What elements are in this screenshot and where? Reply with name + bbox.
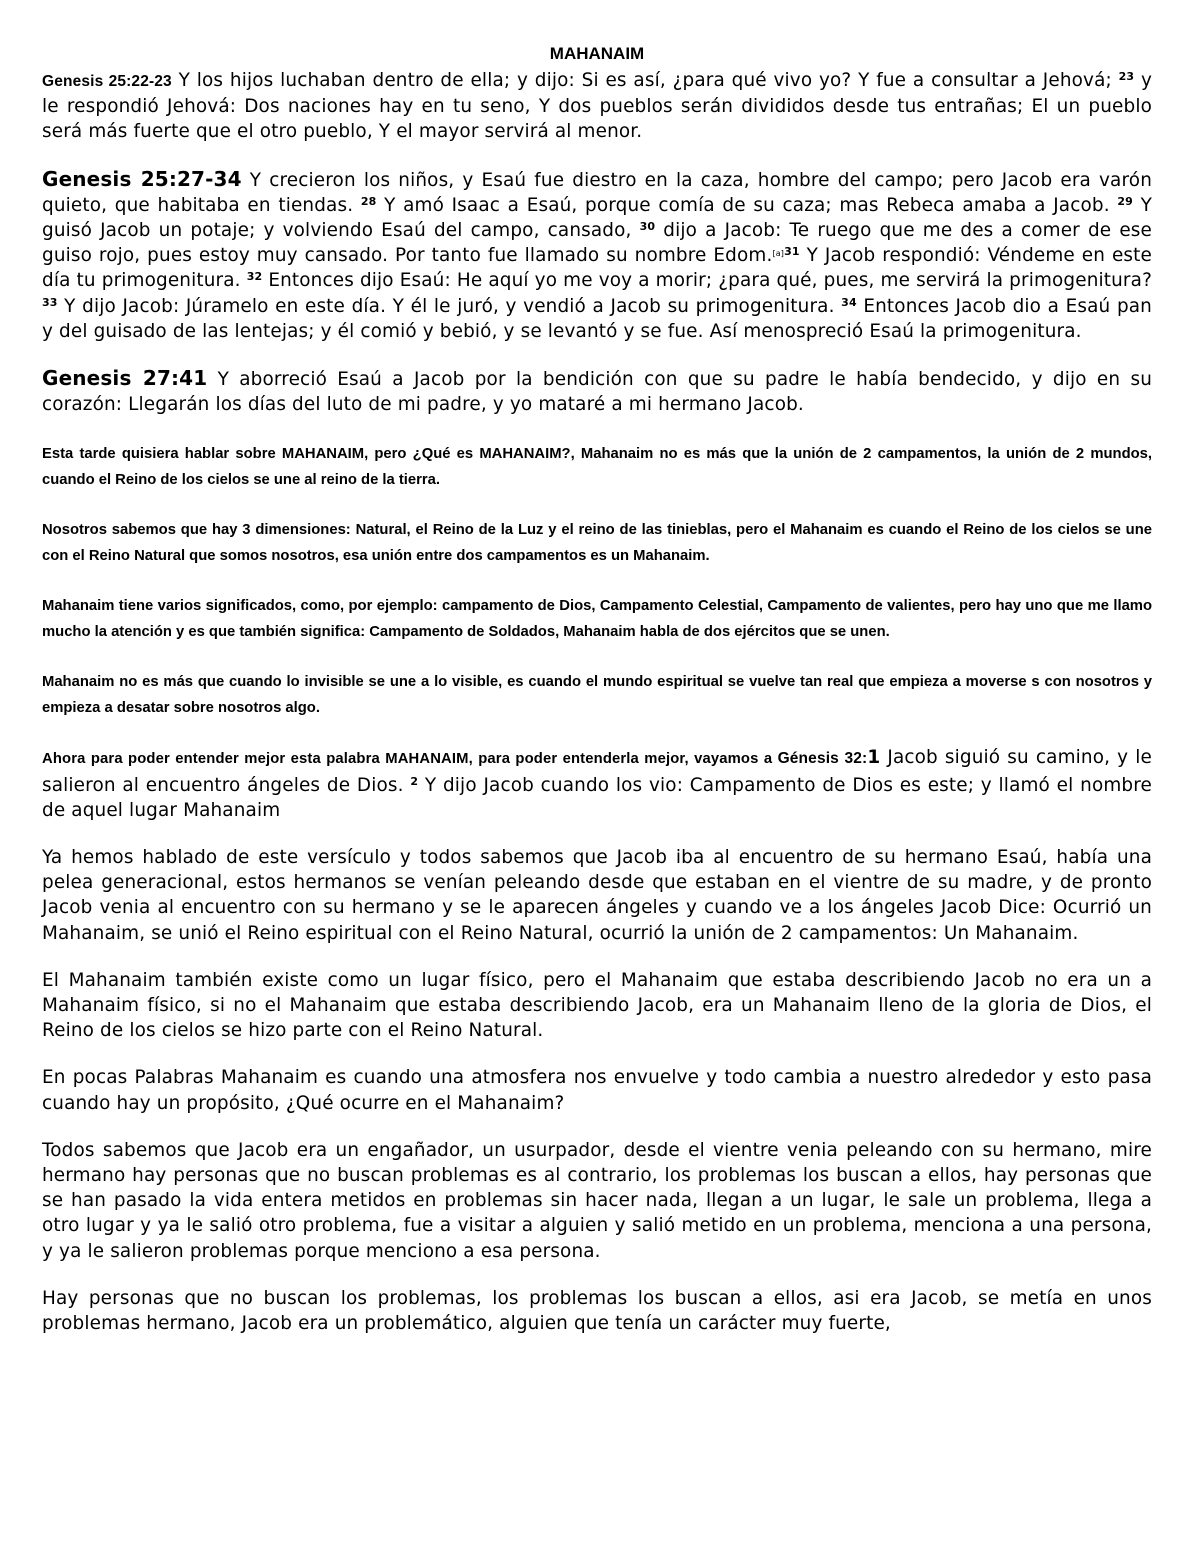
paragraph-physical-place: El Mahanaim también existe como un lugar físico, pero el Mahanaim que estaba describiendo Jacob no era un a Mahanaim físico, si no el Mahanaim que estaba describiendo Jacob, era un Mahanaim lleno de la gloria de Dios, el Reino de los cielos se hizo parte con el Reino Natural. bbox=[42, 969, 1152, 1042]
paragraph-invisible: Mahanaim no es más que cuando lo invisible se une a lo visible, es cuando el mundo espiritual se vuelve tan real que empieza a moverse s con nosotros y empieza a desatar sobre nosotros algo. bbox=[42, 674, 1152, 717]
paragraph-deceiver: Todos sabemos que Jacob era un engañador, un usurpador, desde el vientre venia peleando con su hermano, mire hermano hay personas que no buscan problemas es al contrario, los problemas los buscan a ellos, hay personas que se han pasado la vida entera metidos en problemas sin hacer nada, llegan a un lugar, le sale un problema, llega a otro lugar y ya le salió otro problema, fue a visitar a alguien y salió metido en un problema, menciona a una persona, y ya le salieron problemas porque menciono a esa persona. bbox=[42, 1139, 1152, 1262]
paragraph-intro: Esta tarde quisiera hablar sobre MAHANAIM, pero ¿Qué es MAHANAIM?, Mahanaim no es más que la unión de 2 campamentos, la unión de 2 mundos, cuando el Reino de los cielos se une al reino de la tierra. bbox=[42, 446, 1152, 489]
paragraph-genesis-32: Ahora para poder entender mejor esta palabra MAHANAIM, para poder entenderla mejor, vayamos a Génesis 32:1 Jacob siguió su camino, y le salieron al encuentro ángeles de Dios. $^2$ Y dijo Jacob cuando los vio: Campamento de Dios es este; y llamó el nombre de aquel lugar Mahanaim bbox=[42, 747, 1153, 821]
verse-number: 30 bbox=[639, 220, 656, 234]
scripture-reference: Genesis 25:27-34 bbox=[42, 166, 242, 191]
paragraph-jacob-encounter: Ya hemos hablado de este versículo y todos sabemos que Jacob iba al encuentro de su hermano Esaú, había una pelea generacional, estos hermanos se venían peleando desde que estaban en el vientre de su madre, y de pronto Jacob venia al encuentro con su hermano y se le aparecen ángeles y cuando ve a los ángeles Jacob Dice: Ocurrió un Mahanaim, se unió el Reino espiritual con el Reino Natural, ocurrió la unión de 2 campamentos: Un Mahanaim. bbox=[42, 847, 1152, 944]
scripture-reference: Genesis 27:41 bbox=[42, 366, 208, 391]
verse-number: 2 bbox=[410, 774, 419, 788]
paragraph-dimensions: Nosotros sabemos que hay 3 dimensiones: Natural, el Reino de la Luz y el reino de las tinieblas, pero el Mahanaim es cuando el Reino de los cielos se une con el Reino Natural que somos nosotros, esa unión entre dos campamentos es un Mahanaim. bbox=[42, 522, 1152, 565]
verse-number: 28 bbox=[360, 194, 377, 208]
verse-number: 31 bbox=[784, 245, 800, 259]
paragraph-meanings: Mahanaim tiene varios significados, como, por ejemplo: campamento de Dios, Campamento Celestial, Campamento de valientes, pero hay uno que me llamo mucho la atención y es que también significa: Campamento de Soldados, Mahanaim habla de dos ejércitos que se unen. bbox=[42, 598, 1152, 641]
verse-number: 33 bbox=[42, 295, 58, 309]
verse-number: 29 bbox=[1117, 194, 1133, 208]
document-title: MAHANAIM bbox=[549, 44, 645, 63]
scripture-reference: Génesis 32: bbox=[777, 750, 868, 768]
document-page bbox=[42, 42, 1152, 1336]
footnote-marker: [a] bbox=[772, 249, 785, 259]
verse-number: 34 bbox=[841, 295, 857, 309]
paragraph-genesis-27-41: Genesis 27:41 Y aborreció Esaú a Jacob por la bendición con que su padre le había bendecido, y dijo en su corazón: Llegarán los días del luto de mi padre, y yo mataré a mi hermano Jacob. bbox=[42, 366, 1152, 416]
paragraph-genesis-25-22: Genesis 25:22-23 Y los hijos luchaban dentro de ella; y dijo: Si es así, ¿para qué vivo yo? Y fue a consultar a Jehová; $^{23}$ y le respondió Jehová: Dos naciones hay en tu seno, Y dos pueblos serán divididos desde tus entrañas; El un pueblo será más fuerte que el otro pueblo, Y el mayor servirá al menor. bbox=[42, 70, 1152, 143]
paragraph-atmosphere: En pocas Palabras Mahanaim es cuando una atmosfera nos envuelve y todo cambia a nuestro alrededor y esto pasa cuando hay un propósito, ¿Qué ocurre en el Mahanaim? bbox=[42, 1067, 1152, 1114]
verse-number: 1 bbox=[867, 747, 881, 769]
paragraph-genesis-25-27: Genesis 25:27-34 Y crecieron los niños, y Esaú fue diestro en la caza, hombre del campo; pero Jacob era varón quieto, que habitaba en tiendas. $^{28}$ Y amó Isaac a Esaú, porque comía de su caza; mas Rebeca amaba a Jacob. $^{29}$ Y guisó Jacob un potaje; y volviendo Esaú del campo, cansado, $^{30}$ dijo a Jacob: Te ruego que me des a comer de ese guiso rojo, pues estoy muy cansado. Por tanto fue llamado su nombre Edom.$^{[a]31}$ Y Jacob respondió: Véndeme en este día tu primogenitura. $^{32}$ Entonces dijo Esaú: He aquí yo me voy a morir; ¿para qué, pues, me servirá la primogenitura? $^{33}$ Y dijo Jacob: Júramelo en este día. Y él le juró, y vendió a Jacob su primogenitura. $^{34}$ Entonces Jacob dio a Esaú pan y del guisado de las lentejas; y él comió y bebió, y se levantó y se fue. Así menospreció Esaú la primogenitura. bbox=[42, 166, 1152, 342]
verse-number: 23 bbox=[1118, 70, 1135, 83]
scripture-reference: Genesis 25:22-23 bbox=[42, 73, 172, 90]
verse-number: 32 bbox=[246, 270, 263, 284]
paragraph-problems: Hay personas que no buscan los problemas, los problemas los buscan a ellos, asi era Jacob, se metía en unos problemas hermano, Jacob era un problemático, alguien que tenía un carácter muy fuerte, bbox=[42, 1287, 1152, 1335]
